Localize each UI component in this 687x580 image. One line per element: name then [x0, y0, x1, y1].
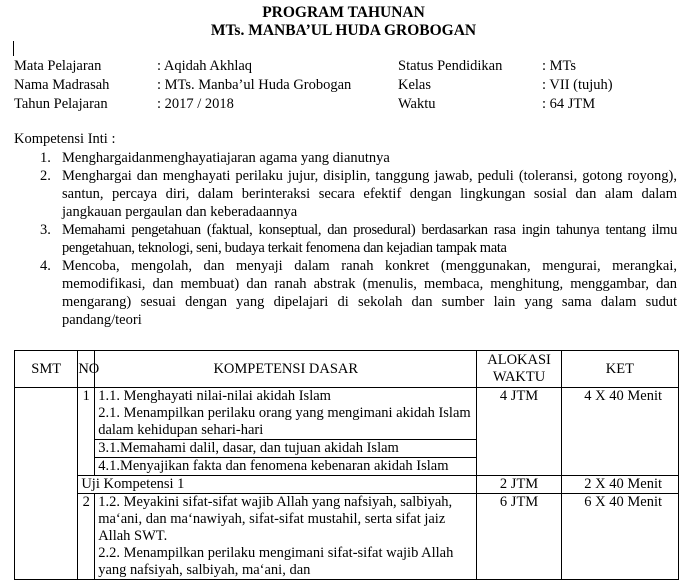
ki-item-number: 4.	[40, 258, 51, 274]
info-label-time: Waktu	[398, 96, 436, 112]
alokasi-cell: 2 JTM	[477, 476, 561, 494]
ki-item-number: 1.	[40, 150, 51, 166]
info-label-school: Nama Madrasah	[14, 77, 110, 93]
info-value-school: : MTs. Manba’ul Huda Grobogan	[157, 77, 352, 93]
info-values-left	[157, 57, 351, 114]
table-row	[15, 388, 679, 476]
info-value-year: : 2017 / 2018	[157, 96, 234, 112]
smt-cell	[15, 388, 78, 580]
school-title: MTs. MANBA’UL HUDA GROBOGAN	[210, 22, 477, 39]
header-smt: SMT	[15, 351, 78, 388]
info-label-class: Kelas	[398, 77, 432, 93]
kd-cell	[95, 494, 477, 580]
row-number: 2	[78, 494, 95, 580]
ki-item-text: Memahami pengetahuan (faktual, konseptual, dan prosedural) berdasarkan rasa ingin tahunya tentang ilmu pengetahuan, teknologi, seni, budaya terkait fenomena dan kejadian tampak mata	[62, 222, 677, 256]
program-table	[14, 350, 679, 580]
table-row	[15, 476, 679, 494]
ki-item	[14, 149, 677, 167]
info-value-status: : MTs	[542, 58, 577, 74]
info-value-time: : 64 JTM	[542, 96, 596, 112]
ket-cell: 6 X 40 Menit	[561, 494, 678, 580]
info-labels-left	[14, 57, 109, 114]
uji-kompetensi-cell: Uji Kompetensi 1	[78, 476, 477, 494]
alokasi-cell: 6 JTM	[477, 494, 561, 580]
ki-item-number: 3.	[40, 222, 51, 238]
info-label-status: Status Pendidikan	[398, 58, 503, 74]
info-values-right	[542, 57, 613, 114]
kd-line: 4.1.Menyajikan fakta dan fenomena kebenaran akidah Islam	[95, 457, 476, 475]
ki-item-text: Menghargaidanmenghayatiajaran agama yang dianutnya	[62, 150, 390, 166]
row-number: 1	[78, 388, 95, 476]
info-label-subject: Mata Pelajaran	[14, 58, 102, 74]
kd-line: 1.2. Meyakini sifat-sifat wajib Allah yang nafsiyah, salbiyah, ma‘ani, dan ma‘nawiyah, sifat-sifat mustahil, serta sifat jaiz Allah SWT.	[98, 494, 453, 544]
info-value-class: : VII (tujuh)	[542, 77, 613, 93]
kd-line: 2.1. Menampilkan perilaku orang yang mengimani akidah Islam dalam kehidupan sehari-hari	[98, 405, 471, 438]
ki-item	[14, 167, 677, 221]
header-kompetensi-dasar: KOMPETENSI DASAR	[95, 351, 477, 388]
info-value-subject: : Aqidah Akhlaq	[157, 58, 253, 74]
document-title: PROGRAM TAHUNAN	[262, 4, 425, 21]
ki-item	[14, 221, 677, 257]
text-cursor	[13, 41, 14, 56]
kd-line: 2.2. Menampilkan perilaku mengimani sifat-sifat wajib Allah yang nafsiyah, salbiyah, ma‘ani, dan	[98, 545, 454, 578]
info-label-year: Tahun Pelajaran	[14, 96, 108, 112]
ki-item-text: Menghargai dan menghayati perilaku jujur, disiplin, tanggung jawab, peduli (toleransi, gotong royong), santun, percaya diri, dalam berinteraksi secara efektif dengan lingkungan sosial dan alam dalam jangkauan pergaulan dan keberadaannya	[62, 168, 677, 220]
ki-item-text: Mencoba, mengolah, dan menyaji dalam ranah konkret (menggunakan, mengurai, merangkai, memodifikasi, dan membuat) dan ranah abstrak (menulis, membaca, menghitung, menggambar, dan mengarang) sesuai dengan yang dipelajari di sekolah dan sumber lain yang sama dalam sudut pandang/teori	[62, 258, 677, 328]
ki-item	[14, 257, 677, 329]
ket-cell: 4 X 40 Menit	[561, 388, 678, 476]
ket-cell: 2 X 40 Menit	[561, 476, 678, 494]
header-ket: KET	[561, 351, 678, 388]
kompetensi-inti-label: Kompetensi Inti :	[14, 131, 116, 147]
table-header-row	[15, 351, 679, 388]
kd-cell	[95, 388, 477, 476]
header-no: NO	[78, 351, 95, 388]
table-row	[15, 494, 679, 580]
kd-line: 3.1.Memahami dalil, dasar, dan tujuan akidah Islam	[95, 439, 476, 457]
header-alokasi-waktu: ALOKASI WAKTU	[477, 351, 561, 388]
alokasi-cell: 4 JTM	[477, 388, 561, 476]
info-labels-right	[398, 57, 502, 114]
kd-line: 1.1. Menghayati nilai-nilai akidah Islam	[98, 388, 331, 404]
ki-item-number: 2.	[40, 168, 51, 184]
kompetensi-inti-list	[14, 149, 677, 329]
